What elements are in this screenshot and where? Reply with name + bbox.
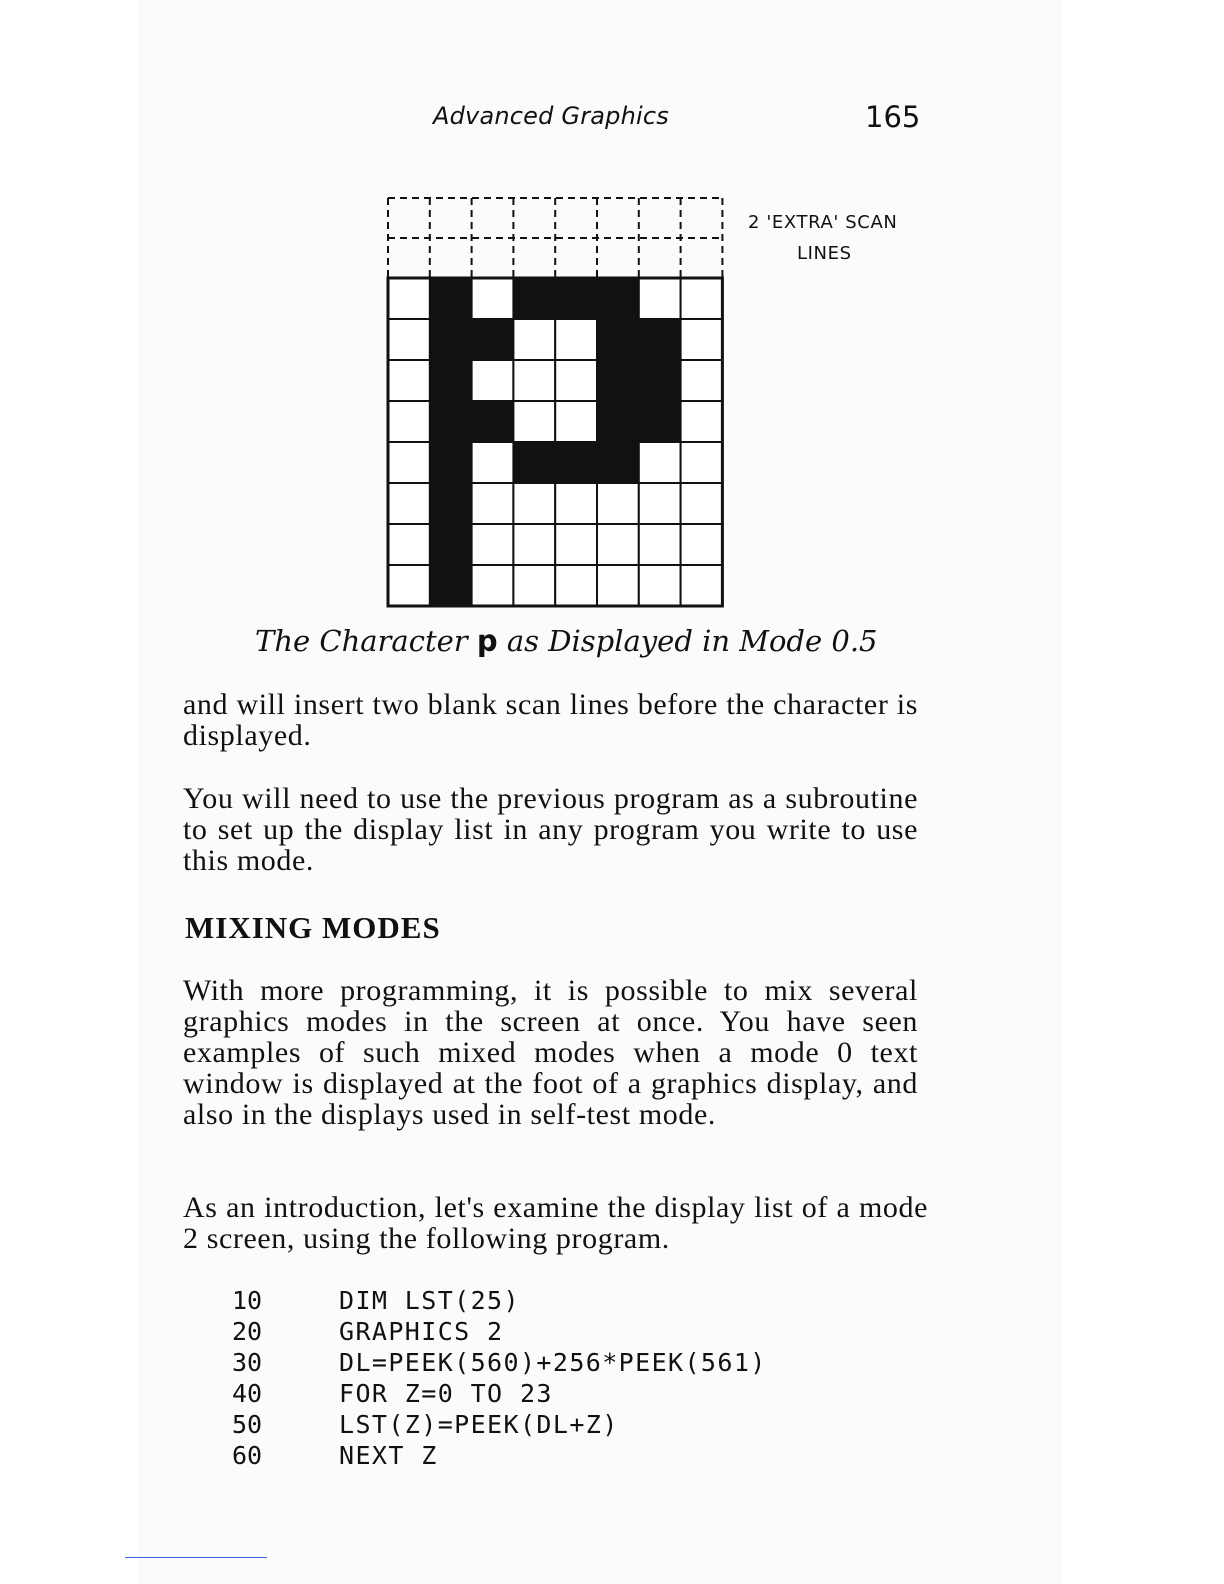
pixel-off <box>639 278 681 319</box>
pixel-off <box>681 401 723 442</box>
pixel-on <box>430 524 472 565</box>
pixel-on <box>597 278 639 319</box>
pixel-off <box>555 524 597 565</box>
pixel-on <box>430 319 472 360</box>
pixel-off <box>388 401 430 442</box>
pixel-off <box>597 524 639 565</box>
pixel-on <box>597 360 639 401</box>
code-line <box>232 1285 767 1316</box>
pixel-off <box>513 483 555 524</box>
pixel-off <box>388 319 430 360</box>
pixel-off <box>555 483 597 524</box>
pixel-on <box>472 319 514 360</box>
code-line-number: 20 <box>232 1317 263 1346</box>
pixel-on <box>430 442 472 483</box>
code-line-number: 10 <box>232 1286 263 1315</box>
caption-text-before: The Character <box>255 624 477 658</box>
pixel-off <box>597 483 639 524</box>
pixel-off <box>681 483 723 524</box>
section-heading: MIXING MODES <box>185 910 441 945</box>
pixel-on <box>472 401 514 442</box>
body-paragraph-4: As an introduction, let's examine the display list of a mode 2 screen, using the following program. <box>183 1191 928 1255</box>
code-statement: DIM LST(25) <box>339 1286 520 1315</box>
pixel-off <box>388 442 430 483</box>
character-p-bitmap-diagram <box>378 188 728 613</box>
pixel-off <box>681 442 723 483</box>
pixel-off <box>681 360 723 401</box>
pixel-off <box>597 565 639 606</box>
pixel-off <box>555 565 597 606</box>
figure-caption <box>255 624 878 658</box>
pixel-on <box>639 401 681 442</box>
pixel-off <box>513 360 555 401</box>
code-statement: LST(Z)=PEEK(DL+Z) <box>339 1410 619 1439</box>
extra-scan-lines-label: 2 'EXTRA' SCAN <box>748 212 898 233</box>
pixel-off <box>681 524 723 565</box>
code-line-number: 30 <box>232 1348 263 1377</box>
scan-artifact-line <box>125 1557 267 1558</box>
caption-text-after: as Displayed in Mode 0.5 <box>497 624 878 658</box>
pixel-off <box>388 483 430 524</box>
pixel-off <box>555 401 597 442</box>
code-line <box>232 1316 767 1347</box>
running-title: Advanced Graphics <box>433 102 669 130</box>
pixel-on <box>513 278 555 319</box>
pixel-off <box>639 524 681 565</box>
pixel-on <box>555 278 597 319</box>
body-paragraph-3: With more programming, it is possible to mix several graphics modes in the screen at once. You have seen examples of such mixed modes when a mode 0 text window is displayed at the foot of a graphics display, and also in the displays used in self-test mode. <box>183 974 918 1131</box>
pixel-off <box>681 278 723 319</box>
page-number: 165 <box>865 100 921 134</box>
basic-code-listing <box>232 1285 767 1471</box>
pixel-on <box>555 442 597 483</box>
pixel-off <box>472 278 514 319</box>
pixel-off <box>513 565 555 606</box>
pixel-off <box>388 360 430 401</box>
code-line-number: 50 <box>232 1410 263 1439</box>
pixel-off <box>472 360 514 401</box>
pixel-on <box>639 360 681 401</box>
code-statement: DL=PEEK(560)+256*PEEK(561) <box>339 1348 767 1377</box>
code-statement: FOR Z=0 TO 23 <box>339 1379 553 1408</box>
pixel-off <box>472 565 514 606</box>
pixel-on <box>430 565 472 606</box>
pixel-off <box>513 524 555 565</box>
pixel-off <box>681 565 723 606</box>
pixel-off <box>388 565 430 606</box>
pixel-off <box>513 401 555 442</box>
pixel-off <box>639 442 681 483</box>
body-paragraph-2: You will need to use the previous program as a subroutine to set up the display list in any program you write to use this mode. <box>183 782 918 877</box>
pixel-on <box>513 442 555 483</box>
pixel-off <box>472 442 514 483</box>
pixel-on <box>639 319 681 360</box>
body-paragraph-1: and will insert two blank scan lines before the character is displayed. <box>183 688 918 752</box>
extra-scan-lines-label-line2: LINES <box>797 243 852 264</box>
pixel-off <box>472 483 514 524</box>
code-line <box>232 1440 767 1471</box>
pixel-off <box>472 524 514 565</box>
pixel-on <box>430 360 472 401</box>
pixel-off <box>555 360 597 401</box>
pixel-off <box>513 319 555 360</box>
pixel-on <box>597 442 639 483</box>
pixel-on <box>597 401 639 442</box>
pixel-off <box>388 278 430 319</box>
pixel-on <box>430 278 472 319</box>
pixel-off <box>388 524 430 565</box>
pixel-off <box>555 319 597 360</box>
pixel-off <box>639 483 681 524</box>
code-line <box>232 1347 767 1378</box>
code-statement: NEXT Z <box>339 1441 438 1470</box>
code-statement: GRAPHICS 2 <box>339 1317 504 1346</box>
caption-character: p <box>476 624 498 658</box>
code-line <box>232 1378 767 1409</box>
code-line <box>232 1409 767 1440</box>
pixel-on <box>597 319 639 360</box>
pixel-off <box>639 565 681 606</box>
pixel-off <box>681 319 723 360</box>
pixel-on <box>430 483 472 524</box>
code-line-number: 40 <box>232 1379 263 1408</box>
pixel-on <box>430 401 472 442</box>
code-line-number: 60 <box>232 1441 263 1470</box>
